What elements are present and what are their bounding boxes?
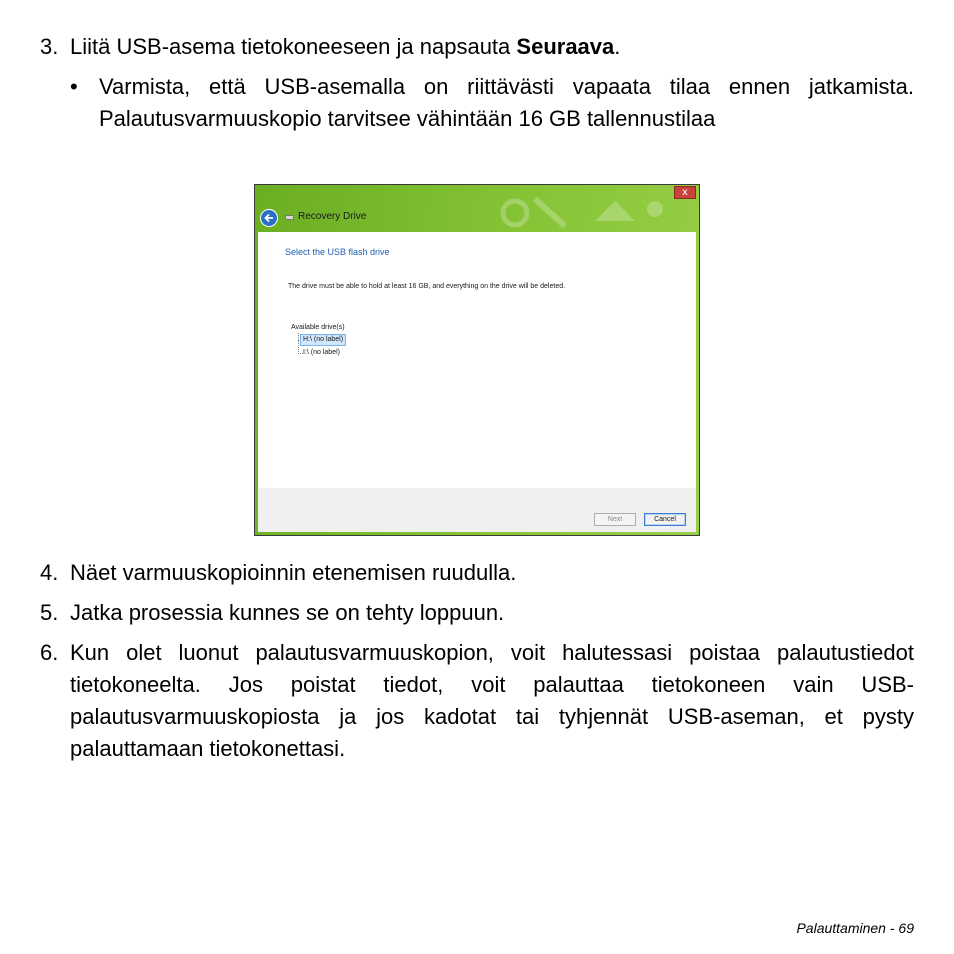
back-arrow-icon[interactable] — [260, 209, 278, 227]
tree-connector — [298, 333, 299, 354]
step-6-number: 6. — [40, 640, 59, 665]
bullet-marker: • — [70, 74, 78, 99]
recovery-drive-window — [254, 184, 700, 536]
wizard-heading: Select the USB flash drive — [285, 247, 390, 257]
available-drives-label: Available drive(s) — [291, 324, 345, 331]
cancel-button[interactable]: Cancel — [644, 513, 686, 526]
next-button[interactable]: Next — [594, 513, 636, 526]
step-4-text: Näet varmuuskopioinnin etenemisen ruudulla. — [70, 560, 517, 585]
step-6-text: Kun olet luonut palautusvarmuuskopion, voit halutessasi poistaa palautustiedot tietokoneelta. Jos poistat tiedot, voit palauttaa tietokoneen vain USB-palautusvarmuuskopiosta ja jos kadotat tai tyhjennät USB-aseman, et pysty palauttamaan tietokonettasi. — [70, 640, 914, 761]
step-4-number: 4. — [40, 560, 59, 585]
window-title: Recovery Drive — [298, 211, 367, 222]
title-bar-decoration — [475, 191, 675, 231]
wizard-footer — [258, 488, 696, 532]
window-close-button[interactable]: x — [674, 186, 696, 199]
step-3-number: 3. — [40, 34, 59, 59]
footer-section: Palauttaminen - — [796, 920, 899, 936]
step-3-text — [70, 31, 915, 63]
drive-option-i[interactable]: I:\ (no label) — [303, 349, 340, 356]
step-3-text-after: . — [614, 34, 621, 59]
step-3-text-before: Liitä USB-asema tietokoneeseen ja napsauta — [70, 34, 517, 59]
usb-drive-icon — [285, 215, 294, 220]
drive-option-h[interactable]: H:\ (no label) — [300, 334, 346, 346]
wizard-description: The drive must be able to hold at least 16 GB, and everything on the drive will be deleted. — [288, 283, 566, 290]
step-5-text: Jatka prosessia kunnes se on tehty loppuun. — [70, 600, 505, 625]
step-3-bold-next: Seuraava — [516, 34, 615, 59]
page-number: 69 — [898, 920, 914, 936]
step-3-bullet: Varmista, että USB-asemalla on riittävästi vapaata tilaa ennen jatkamista. Palautusvarmuuskopio tarvitsee vähintään 16 GB tallennustilaa — [99, 74, 914, 131]
step-5-number: 5. — [40, 600, 59, 625]
page-footer — [796, 919, 914, 937]
wizard-content — [258, 232, 696, 488]
